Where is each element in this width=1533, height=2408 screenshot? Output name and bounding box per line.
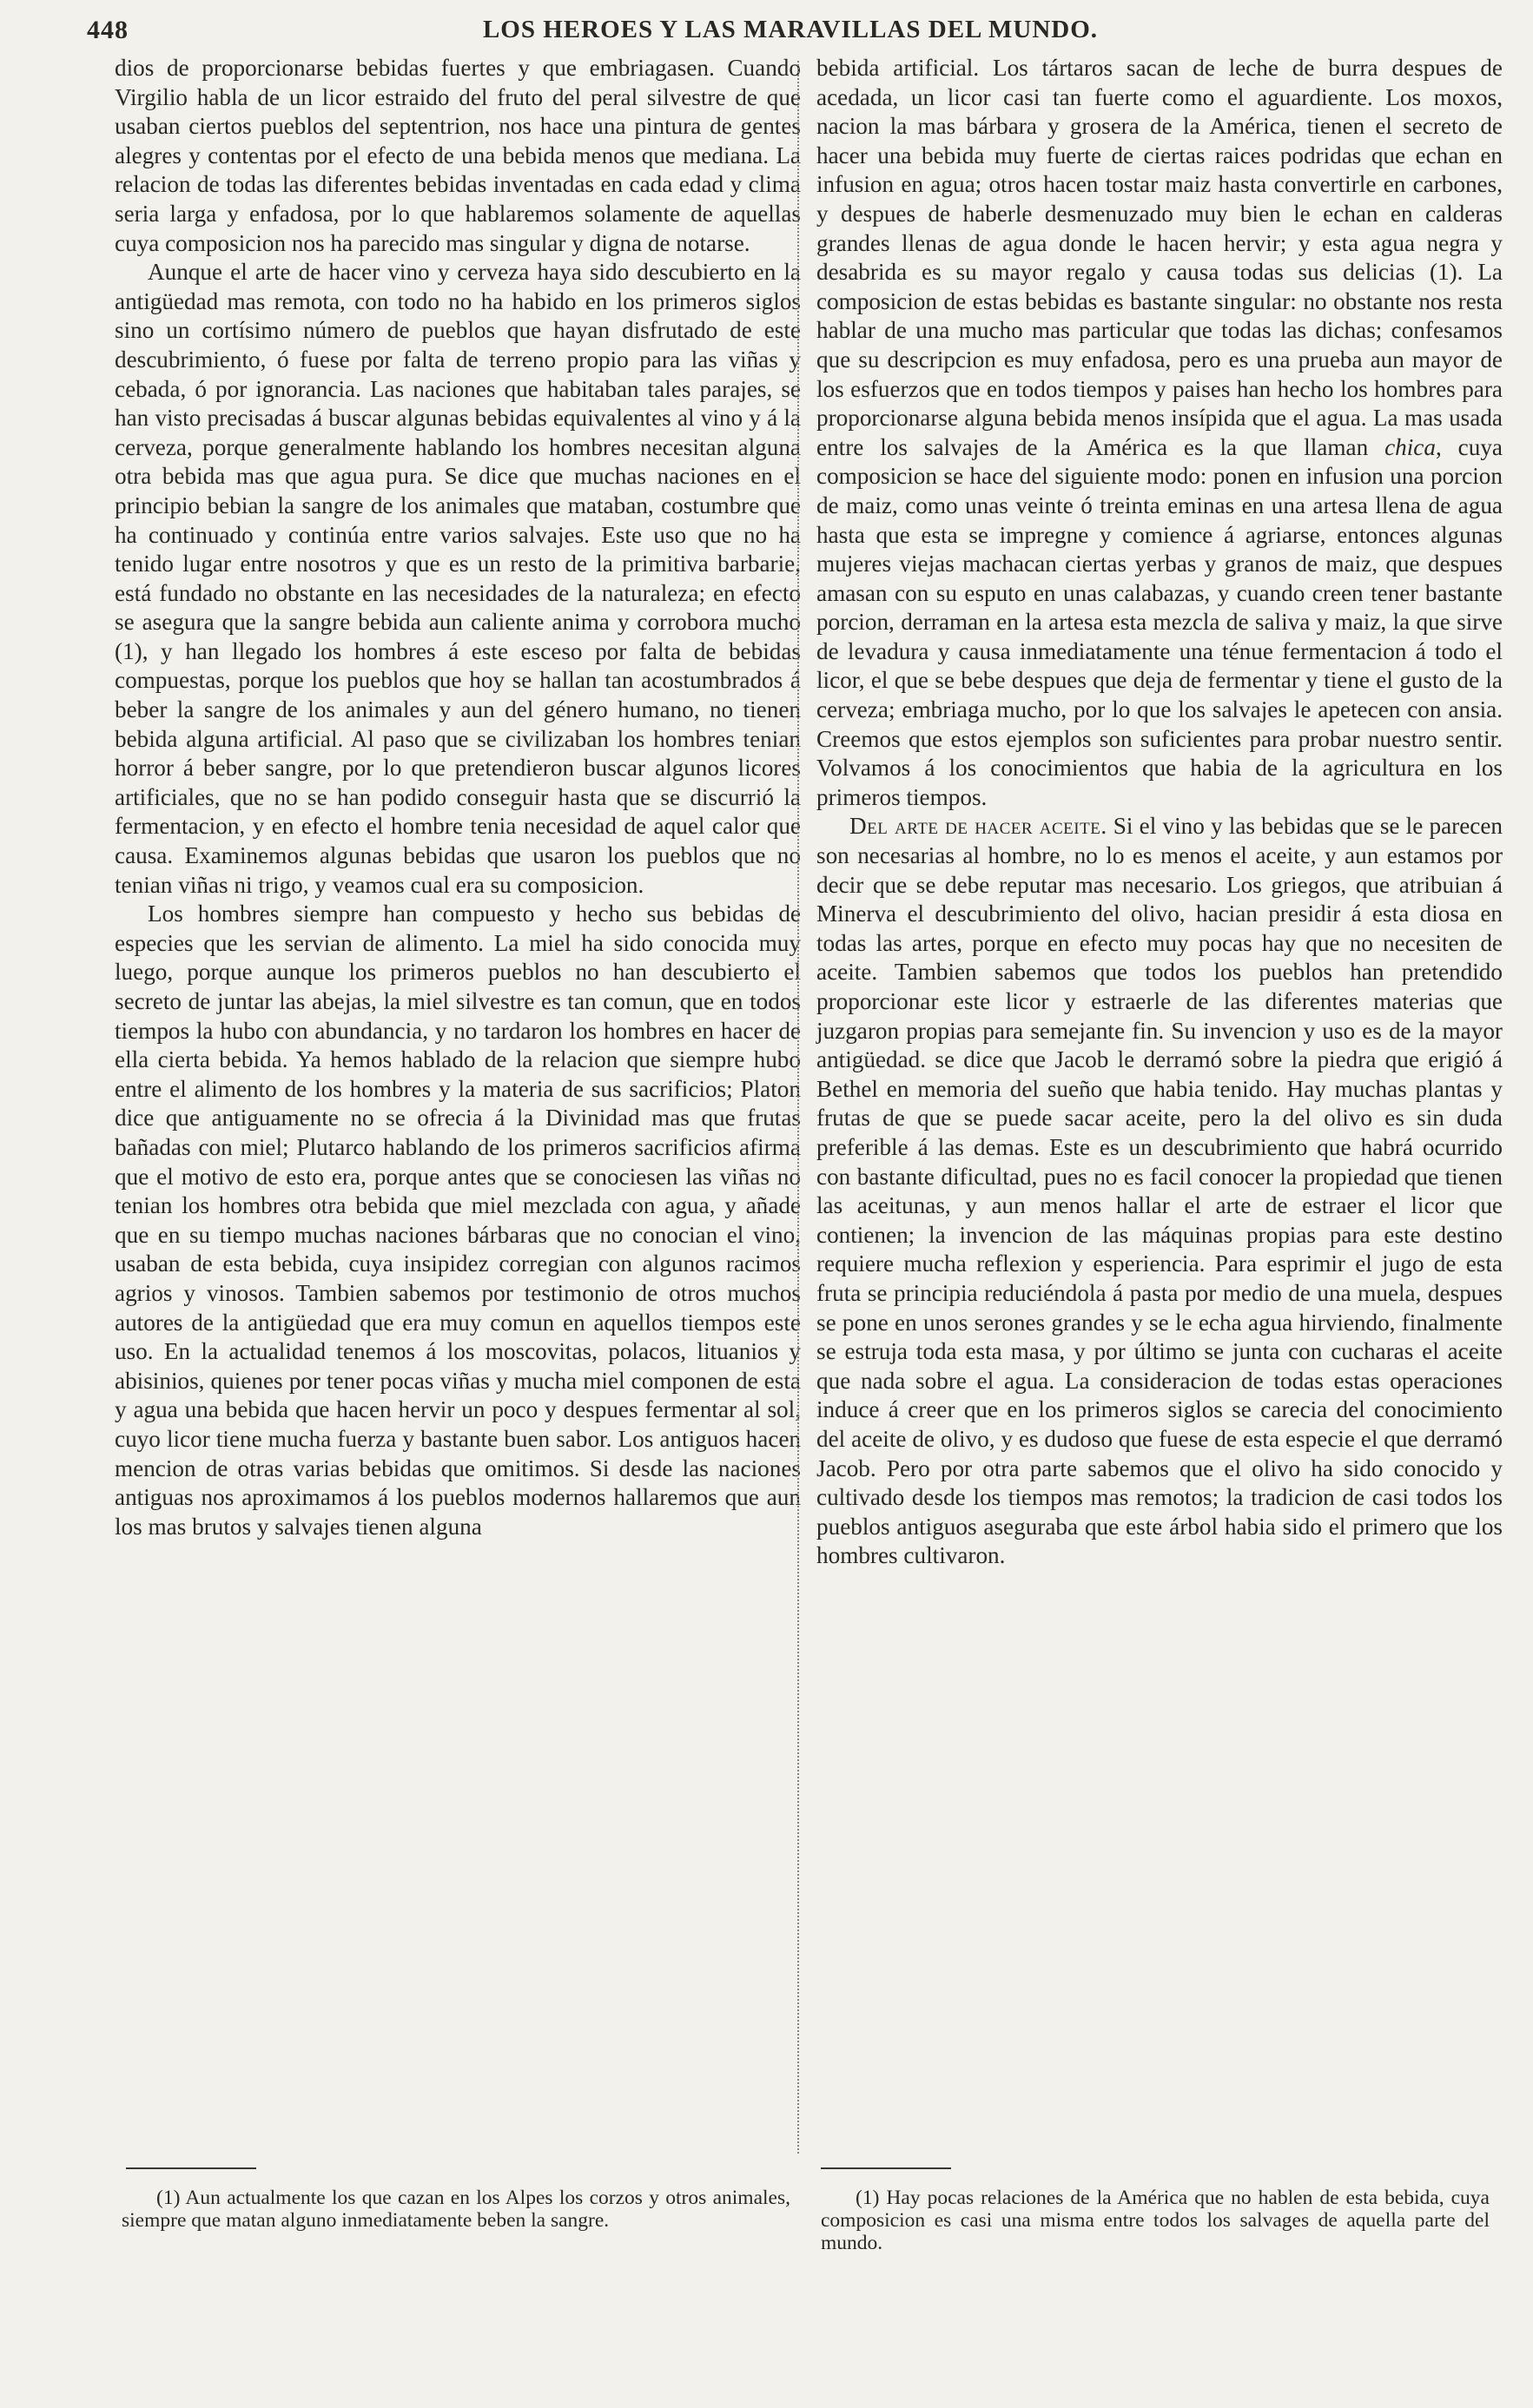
running-title: LOS HEROES Y LAS MARAVILLAS DEL MUNDO. bbox=[482, 16, 1099, 43]
paragraph-text: , cuya composicion se hace del siguiente modo: ponen en infusion una porcion de maiz, como unas veinte ó treinta eminas en una artesa llena de agua hasta que esta se impregne y comience á agriarse, entonces algunas mujeres viejas machacan ciertas yerbas y granos de maiz, que despues amasan con su esputo en unas calabazas, y cuando creen tener bastante porcion, derraman en la artesa esta mezcla de saliva y maiz, la que sirve de levadura y causa inmediatamente una ténue fermentacion á todo el licor, el que se bebe despues que deja de fermentar y tiene el gusto de la cerveza; embriaga mucho, por lo que los salvajes le apetecen con ansia. Creemos que estos ejemplos son suficientes para probar nuestro sentir. Volvamos á los conocimientos que habia de la agricultura en los primeros tiempos. bbox=[816, 433, 1503, 810]
paragraph-text: Si el vino y las bebidas que se le parecen son necesarias al hombre, no lo es menos el aceite, y aun estamos por decir que se debe reputar mas necesario. Los griegos, que atribuian á Minerva el descubrimiento del olivo, hacian presidir á esta diosa en todas las artes, porque en efecto muy pocas hay que no necesiten de aceite. Tambien sabemos que todos los pueblos han pretendido proporcionar este licor y estraerle de las diferentes materias que juzgaron propias para semejante fin. Su invencion y uso es de la mayor antigüedad. se dice que Jacob le derramó sobre la piedra que erigió á Bethel en memoria del sueño que habia tenido. Hay muchas plantas y frutas de que se puede sacar aceite, pero la del olivo es sin duda preferible á las demas. Este es un descubrimiento que habrá ocurrido con bastante dificultad, pues no es facil conocer la propiedad que tienen las aceitunas, y aun menos hallar el arte de estraer el licor que contienen; la invencion de las máquinas propias para este destino requiere mucha reflexion y esperiencia. Para esprimir el jugo de esta fruta se principia reduciéndola á pasta por medio de una muela, despues se pone en unos serones grandes y se le echa agua hirviendo, finalmente se estruja toda esta masa, y por último se junta con cucharas el aceite que nada sobre el agua. La consideracion de todas estas operaciones induce á creer que en los primeros siglos se carecia del conocimiento del aceite de olivo, y es dudoso que fuese de esta especie el que derramó Jacob. Pero por otra parte sabemos que el olivo ha sido conocido y cultivado desde los tiempos mas remotos; la tradicion de casi todos los pueblos antiguos aseguraba que este árbol habia sido el primero que los hombres cultivaron. bbox=[816, 813, 1503, 1569]
page-number: 448 bbox=[87, 16, 129, 44]
left-column bbox=[115, 54, 801, 1541]
paragraph: Aunque el arte de hacer vino y cerveza haya sido descubierto en la antigüedad mas remota, con todo no ha habido en los primeros siglos sino un cortísimo número de pueblos que hayan disfrutado de este descubrimiento, ó fuese por falta de terreno propio para las viñas y cebada, ó por ignorancia. Las naciones que habitaban tales parajes, se han visto precisadas á buscar algunas bebidas equivalentes al vino y á la cerveza, porque generalmente hablando los hombres necesitan alguna otra bebida mas que agua pura. Se dice que muchas naciones en el principio bebian la sangre de los animales que mataban, costumbre que ha continuado y continúa entre varios salvajes. Este uso que no ha tenido lugar entre nosotros y que es un resto de la primitiva barbarie, está fundado no obstante en las necesidades de la naturaleza; en efecto se asegura que la sangre bebida aun caliente anima y corrobora mucho (1), y han llegado los hombres á este esceso por falta de bebidas compuestas, porque los pueblos que hoy se hallan tan acostumbrados á beber la sangre de los animales y aun del género humano, no tienen bebida alguna artificial. Al paso que se civilizaban los hombres tenian horror á beber sangre, por lo que pretendieron buscar algunos licores artificiales, que no se han podido conseguir hasta que se discurrió la fermentacion, y en efecto el hombre tenia necesidad de aquel calor que causa. Examinemos algunas bebidas que usaron los pueblos que no tenian viñas ni trigo, y veamos cual era su composicion. bbox=[115, 259, 801, 898]
paragraph-text: bebida artificial. Los tártaros sacan de leche de burra despues de acedada, un licor casi tan fuerte como el aguardiente. Los moxos, nacion la mas bárbara y grosera de la América, tienen el secreto de hacer una bebida muy fuerte de ciertas raices podridas que echan en infusion en agua; otros hacen tostar maiz hasta convertirle en carbones, y despues de haberle desmenuzado muy bien le echan en calderas grandes llenas de agua donde le hacen hervir; y esta agua negra y desabrida es su mayor regalo y causa todas sus delicias (1). La composicion de estas bebidas es bastante singular: no obstante nos resta hablar de una mucho mas particular que todas las dichas; confesamos que su descripcion es muy enfadosa, pero es una prueba aun mayor de los esfuerzos que en todos tiempos y paises han hecho los hombres para proporcionarse alguna bebida menos insípida que el agua. La mas usada entre los salvajes de la América es la que llaman bbox=[816, 55, 1503, 460]
paragraph: Los hombres siempre han compuesto y hecho sus bebidas de especies que les servian de alimento. La miel ha sido conocida muy luego, porque aunque los primeros pueblos no han descubierto el secreto de juntar las abejas, la miel silvestre es tan comun, que en todos tiempos la hubo con abundancia, y no tardaron los hombres en hacer de ella cierta bebida. Ya hemos hablado de la relacion que siempre hubo entre el alimento de los hombres y la materia de sus sacrificios; Platon dice que antiguamente no se ofrecia á la Divinidad mas que frutas bañadas con miel; Plutarco hablando de los primeros sacrificios afirma que el motivo de esto era, porque antes que se conociesen las viñas no tenian los hombres otra bebida que miel mezclada con agua, y añade que en su tiempo muchas naciones bárbaras que no conocian el vino, usaban de esta bebida, cuya insipidez corregian con algunos racimos agrios y vinosos. Tambien sabemos por testimonio de otros muchos autores de la antigüedad que era muy comun en aquellos tiempos este uso. En la actualidad tenemos á los moscovitas, polacos, lituanios y abisinios, quienes por tener pocas viñas y mucha miel componen de esta y agua una bebida que hacen hervir un poco y despues fermentar al sol, cuyo licor tiene mucha fuerza y bastante buen sabor. Los antiguos hacen mencion de otras varias bebidas que omitimos. Si desde las naciones antiguas nos aproximamos á los pueblos modernos hallaremos que aun los mas brutos y salvajes tienen alguna bbox=[115, 901, 801, 1540]
footnote-rule bbox=[126, 2167, 256, 2169]
page-header bbox=[87, 16, 1494, 50]
paragraph bbox=[816, 812, 1503, 1570]
paragraph bbox=[816, 54, 1503, 812]
paragraph: dios de proporcionarse bebidas fuertes y que embriagasen. Cuando Virgilio habla de un licor estraido del fruto del peral silvestre de que usaban ciertos pueblos del septentrion, nos hace una pintura de gentes alegres y contentas por el efecto de una bebida menos que mediana. La relacion de todas las diferentes bebidas inventadas en cada edad y clima seria larga y enfadosa, por lo que hablaremos solamente de aquellas cuya composicion nos ha parecido mas singular y digna de notarse. bbox=[115, 55, 801, 256]
column-divider bbox=[797, 61, 799, 2154]
right-column bbox=[816, 54, 1503, 1571]
footnote-left: (1) Aun actualmente los que cazan en los Alpes los corzos y otros animales, siempre que matan alguno inmediatamente beben la sangre. bbox=[122, 2187, 790, 2232]
italic-term: chica bbox=[1384, 433, 1436, 460]
section-heading: Del arte de hacer aceite. bbox=[849, 813, 1107, 840]
footnote-rule bbox=[821, 2167, 951, 2169]
footnote-right: (1) Hay pocas relaciones de la América que no hablen de esta bebida, cuya composicion es casi una misma entre todos los salvages de aquella parte del mundo. bbox=[821, 2187, 1490, 2254]
